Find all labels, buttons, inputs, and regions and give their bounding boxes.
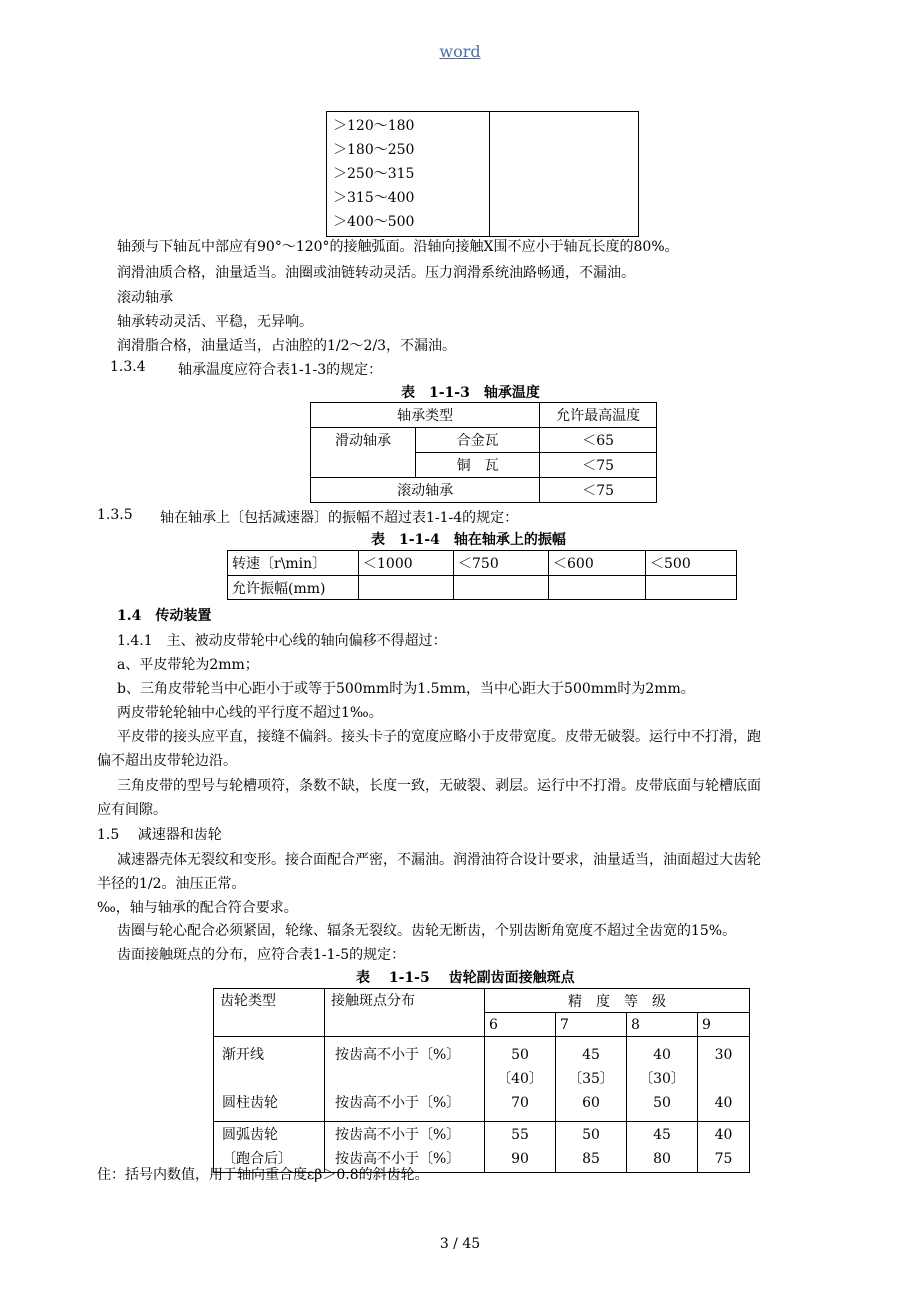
table-cell: [698, 1122, 750, 1173]
value: 40: [714, 1095, 733, 1111]
paragraph: 偏不超出皮带轮边沿。: [97, 753, 237, 769]
table-bearing-temperature: [310, 402, 657, 503]
table-row: ＞180～250: [333, 142, 415, 158]
table-cell: [359, 576, 454, 600]
paragraph: b、三角皮带轮当中心距小于或等于500mm时为1.5mm，当中心距大于500mm时为2mm。: [117, 681, 695, 697]
value: 45: [653, 1127, 671, 1143]
paragraph: ‰，轴与轴承的配合符合要求。: [97, 900, 298, 916]
table-header: 8: [627, 1013, 698, 1037]
table-cell: [698, 1037, 750, 1122]
value: 50: [511, 1047, 529, 1063]
paragraph: 润滑油质合格，油量适当。油圈或油链转动灵活。压力润滑系统油路畅通，不漏油。: [117, 265, 635, 281]
table-cell: ＜75: [540, 478, 657, 503]
value: 90: [511, 1151, 529, 1167]
paragraph: 轴承转动灵活、平稳，无异响。: [117, 314, 313, 330]
table-note: 住：括号内数值，用于轴向重合度εβ＞0.8的斜齿轮。: [97, 1167, 429, 1183]
paragraph: 三角皮带的型号与轮槽项符，条数不缺，长度一致，无破裂、剥层。运行中不打滑。皮带底面与轮槽底面: [117, 778, 761, 794]
table-header: 齿轮类型: [214, 989, 325, 1037]
paragraph: 齿面接触斑点的分布，应符合表1-1-5的规定：: [117, 947, 406, 963]
value: 〔30〕: [639, 1071, 685, 1087]
section-heading: 1.5 减速器和齿轮: [97, 827, 222, 843]
section-heading: 1.4 传动装置: [117, 608, 212, 624]
contact-label: 按齿高不小于〔%〕: [335, 1095, 461, 1111]
table-title: 表 1-1-3 轴承温度: [401, 385, 540, 401]
table-cell: [325, 1037, 485, 1122]
paragraph: 齿圈与轮心配合必须紧固，轮缘、辐条无裂纹。齿轮无断齿，个别齿断角宽度不超过全齿宽的15%。: [117, 923, 737, 939]
table-cell: [549, 576, 646, 600]
table-title: 表 1-1-5 齿轮副齿面接触斑点: [356, 970, 575, 986]
value: 〔35〕: [568, 1071, 614, 1087]
table-header: 精 度 等 级: [485, 989, 750, 1013]
table-continuation: [326, 111, 639, 237]
value: 40: [714, 1127, 733, 1143]
value: 70: [511, 1095, 529, 1111]
table-header: 允许最高温度: [540, 403, 657, 428]
paragraph: a、平皮带轮为2mm；: [117, 657, 259, 673]
gear-type: 圆弧齿轮: [222, 1127, 278, 1143]
section-number: 1.3.4: [110, 359, 146, 375]
table-cell: ＜1000: [359, 551, 454, 576]
paragraph: 1.4.1 主、被动皮带轮中心线的轴向偏移不得超过：: [117, 633, 447, 649]
contact-label: 按齿高不小于〔%〕: [335, 1047, 461, 1063]
contact-label: [335, 1067, 474, 1091]
table-cell: ＜600: [549, 551, 646, 576]
table-cell: [485, 1037, 556, 1122]
paragraph: 减速器壳体无裂纹和变形。接合面配合严密，不漏油。润滑油符合设计要求，油量适当，油面超过大齿轮: [117, 852, 761, 868]
table-cell: ＜75: [540, 453, 657, 478]
table-cell: ＜500: [646, 551, 737, 576]
table-cell: [454, 576, 549, 600]
gear-type: 〔跑合后〕: [222, 1151, 292, 1167]
table-cell: 铜 瓦: [416, 453, 540, 478]
table-cell: [556, 1122, 627, 1173]
table-cell: [627, 1037, 698, 1122]
paragraph: 平皮带的接头应平直，接缝不偏斜。接头卡子的宽度应略小于皮带宽度。皮带无破裂。运行中不打滑，跑: [117, 729, 761, 745]
value: 45: [582, 1047, 600, 1063]
table-cell: 合金瓦: [416, 428, 540, 453]
table-cell: [327, 112, 490, 237]
table-cell: 滑动轴承: [311, 428, 416, 478]
value: 50: [653, 1095, 671, 1111]
table-cell: [646, 576, 737, 600]
value: 50: [582, 1127, 600, 1143]
table-cell: 滚动轴承: [311, 478, 540, 503]
table-cell: ＜65: [540, 428, 657, 453]
table-cell: ＜750: [454, 551, 549, 576]
value: 85: [582, 1151, 600, 1167]
table-title: 表 1-1-4 轴在轴承上的振幅: [371, 532, 566, 548]
table-row: ＞120～180: [333, 118, 415, 134]
table-cell: [490, 112, 639, 237]
page-number: 3 / 45: [439, 1236, 481, 1252]
value: 30: [714, 1047, 733, 1063]
table-cell: [485, 1122, 556, 1173]
table-row: ＞400～500: [333, 214, 415, 230]
value: 40: [653, 1047, 671, 1063]
paragraph: 润滑脂合格，油量适当，占油腔的1/2～2/3，不漏油。: [117, 338, 457, 354]
value: 55: [511, 1127, 529, 1143]
value: 〔40〕: [497, 1071, 543, 1087]
table-header: 接触斑点分布: [325, 989, 485, 1037]
table-header: 6: [485, 1013, 556, 1037]
gear-type: 渐开线: [222, 1047, 264, 1063]
table-cell: [556, 1037, 627, 1122]
section-text: 轴承温度应符合表1-1-3的规定：: [178, 362, 383, 378]
table-cell: [214, 1037, 325, 1122]
contact-label: 按齿高不小于〔%〕: [335, 1151, 461, 1167]
table-header: 9: [698, 1013, 750, 1037]
section-number: 1.3.5: [97, 507, 133, 523]
table-cell: [627, 1122, 698, 1173]
table-header: 7: [556, 1013, 627, 1037]
table-cell: 允许振幅(mm): [228, 576, 359, 600]
paragraph: 滚动轴承: [117, 290, 173, 306]
value: 60: [582, 1095, 600, 1111]
header-link[interactable]: word: [439, 42, 481, 61]
table-gear-contact: [213, 988, 750, 1173]
table-cell: 转速〔r\min〕: [228, 551, 359, 576]
table-vibration: [227, 550, 737, 600]
paragraph: 两皮带轮轮轴中心线的平行度不超过1‰。: [117, 705, 383, 721]
table-row: ＞315～400: [333, 190, 415, 206]
table-header: 轴承类型: [311, 403, 540, 428]
value: 75: [714, 1151, 733, 1167]
paragraph: 半径的1/2。油压正常。: [97, 876, 246, 892]
section-text: 轴在轴承上〔包括减速器〕的振幅不超过表1-1-4的规定：: [160, 510, 519, 526]
contact-label: 按齿高不小于〔%〕: [335, 1127, 461, 1143]
value: 80: [653, 1151, 671, 1167]
paragraph: 轴颈与下轴瓦中部应有90°～120°的接触弧面。沿轴向接触X围不应小于轴瓦长度的80%。: [117, 239, 679, 255]
gear-type: 圆柱齿轮: [222, 1095, 278, 1111]
table-row: ＞250～315: [333, 166, 415, 182]
value: [702, 1067, 745, 1091]
paragraph: 应有间隙。: [97, 802, 167, 818]
